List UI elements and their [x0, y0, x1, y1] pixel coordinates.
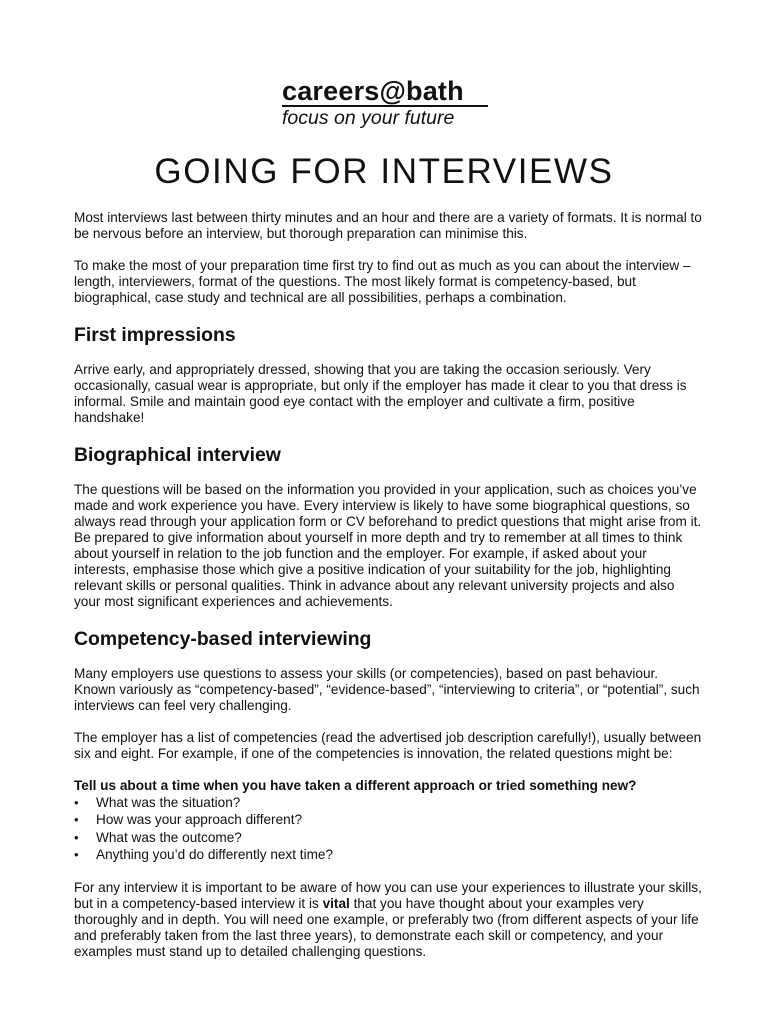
first-impressions-paragraph: Arrive early, and appropriately dressed, showing that you are taking the occasion seriously. Very occasionally, casual wear is appropriate, but only if the employer has made it clear to you that dress is informal. Smile and maintain good eye contact with the employer and cultivate a firm, positive handshake! — [74, 362, 687, 425]
list-item — [74, 811, 702, 828]
page-title: GOING FOR INTERVIEWS — [154, 152, 614, 191]
competency-paragraph-3 — [74, 880, 702, 960]
example-question: Tell us about a time when you have taken a different approach or tried something new? — [74, 778, 637, 793]
section-heading-competency: Competency-based interviewing — [74, 628, 372, 650]
document-body — [74, 210, 702, 960]
list-item — [74, 794, 702, 811]
competency-paragraph-3-start: For any interview it is important to be aware of how you can use your experiences to illustrate your skills, but in a competency-based interview it is — [74, 879, 702, 911]
section-heading-first-impressions: First impressions — [74, 324, 236, 346]
list-item — [74, 829, 702, 846]
list-item-text: What was the situation? — [96, 795, 241, 810]
careers-bath-logo — [282, 76, 492, 129]
bullet-icon: • — [74, 795, 79, 810]
emphasis-vital: vital — [322, 895, 350, 911]
logo-tagline: focus on your future — [282, 107, 455, 129]
intro-paragraph-2: To make the most of your preparation time first try to find out as much as you can about the interview – length, interviewers, format of the questions. The most likely format is competency-based, but biographical, case study and technical are all possibilities, perhaps a combination. — [74, 258, 691, 305]
competency-paragraph-1: Many employers use questions to assess your skills (or competencies), based on past behaviour. Known variously as “competency-based”, “evidence-based”, “interviewing to criteria”, or “potential”, such interviews can feel very challenging. — [74, 666, 700, 713]
intro-paragraph-1: Most interviews last between thirty minutes and an hour and there are a variety of formats. It is normal to be nervous before an interview, but thorough preparation can minimise this. — [74, 210, 702, 241]
list-item-text: Anything you’d do differently next time? — [96, 847, 334, 863]
list-item-text: What was the outcome? — [96, 829, 242, 845]
bullet-icon: • — [74, 812, 79, 828]
list-item-text: How was your approach different? — [96, 812, 303, 828]
list-item — [74, 846, 702, 863]
bullet-icon: • — [74, 829, 79, 845]
logo-name: careers@bath — [282, 76, 464, 106]
example-question-bullets — [74, 794, 702, 864]
bullet-icon: • — [74, 847, 79, 863]
section-heading-biographical: Biographical interview — [74, 444, 281, 466]
competency-paragraph-2: The employer has a list of competencies (read the advertised job description carefully!), usually between six and eight. For example, if one of the competencies is innovation, the related questions might be: — [74, 730, 702, 761]
biographical-paragraph: The questions will be based on the information you provided in your application, such as choices you’ve made and work experience you have. Every interview is likely to have some biographical questions, so always read through your application form or CV beforehand to predict questions that might arise from it. Be prepared to give information about yourself in more depth and try to remember at all times to think about yourself in relation to the job function and the employer. For example, if asked about your interests, emphasise those which give a positive indication of your suitability for the job, highlighting relevant skills or personal qualities. Think in advance about any relevant university projects and also your most significant experiences and achievements. — [74, 482, 702, 609]
competency-paragraph-3-end: that you have thought about your examples very thoroughly and in depth. You will need one example, or preferably two (from different aspects of your life and preferably taken from the last three years), to demonstrate each skill or competency, and your examples must stand up to detailed challenging questions. — [74, 895, 699, 959]
